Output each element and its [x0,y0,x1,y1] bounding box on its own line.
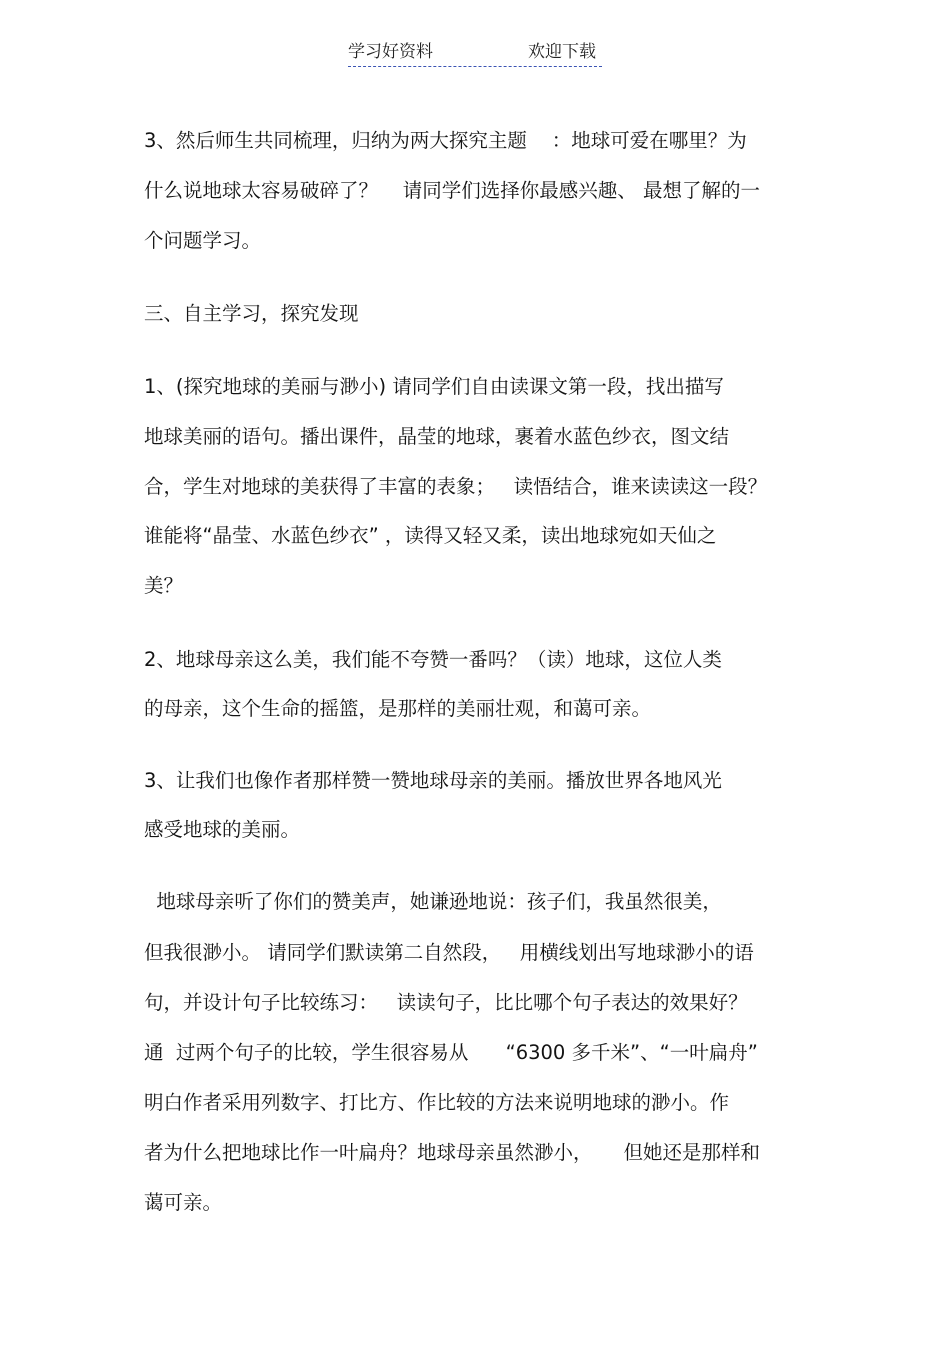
text-line: 通 过两个句子的比较，学生很容易从 “6300 多千米”、“一叶扁舟” [144,1041,758,1064]
text-line: 合，学生对地球的美获得了丰富的表象； 读悟结合，谁来读读这一段？ [144,475,768,498]
text-line: 3、然后师生共同梳理，归纳为两大探究主题 ：地球可爱在哪里？为 [144,129,747,152]
text-line: 蔼可亲。 [144,1191,223,1214]
header-right-text: 欢迎下载 [528,42,596,62]
text-line: 美？ [144,574,184,597]
text-line: 明白作者采用列数字、打比方、作比较的方法来说明地球的渺小。作 [144,1091,730,1114]
text-line: 句，并设计句子比较练习： 读读句子，比比哪个句子表达的效果好？ [144,991,748,1014]
text-line: 的母亲，这个生命的摇篮，是那样的美丽壮观，和蔼可亲。 [144,697,652,720]
header-left-text: 学习好资料 [348,42,433,62]
text-line: 谁能将“晶莹、水蓝色纱衣” ，读得又轻又柔，读出地球宛如天仙之 [144,524,717,547]
text-line: 3、让我们也像作者那样赞一赞地球母亲的美丽。播放世界各地风光 [144,769,722,792]
text-line: 感受地球的美丽。 [144,818,301,841]
text-line: 1、(探究地球的美丽与渺小) 请同学们自由读课文第一段，找出描写 [144,375,724,398]
text-line: 地球母亲听了你们的赞美声，她谦逊地说：孩子们，我虽然很美， [144,890,722,913]
page-header [348,42,602,67]
text-line: 什么说地球太容易破碎了？ 请同学们选择你最感兴趣、 最想了解的一 [144,179,760,202]
text-line: 2、地球母亲这么美，我们能不夸赞一番吗？（读）地球，这位人类 [144,648,722,671]
text-line: 者为什么把地球比作一叶扁舟？地球母亲虽然渺小， 但她还是那样和 [144,1141,760,1164]
text-line: 但我很渺小。 请同学们默读第二自然段， 用横线划出写地球渺小的语 [144,941,754,964]
text-line: 个问题学习。 [144,229,262,252]
text-line: 地球美丽的语句。播出课件，晶莹的地球，裹着水蓝色纱衣，图文结 [144,425,730,448]
section-heading: 三、自主学习，探究发现 [144,302,359,325]
